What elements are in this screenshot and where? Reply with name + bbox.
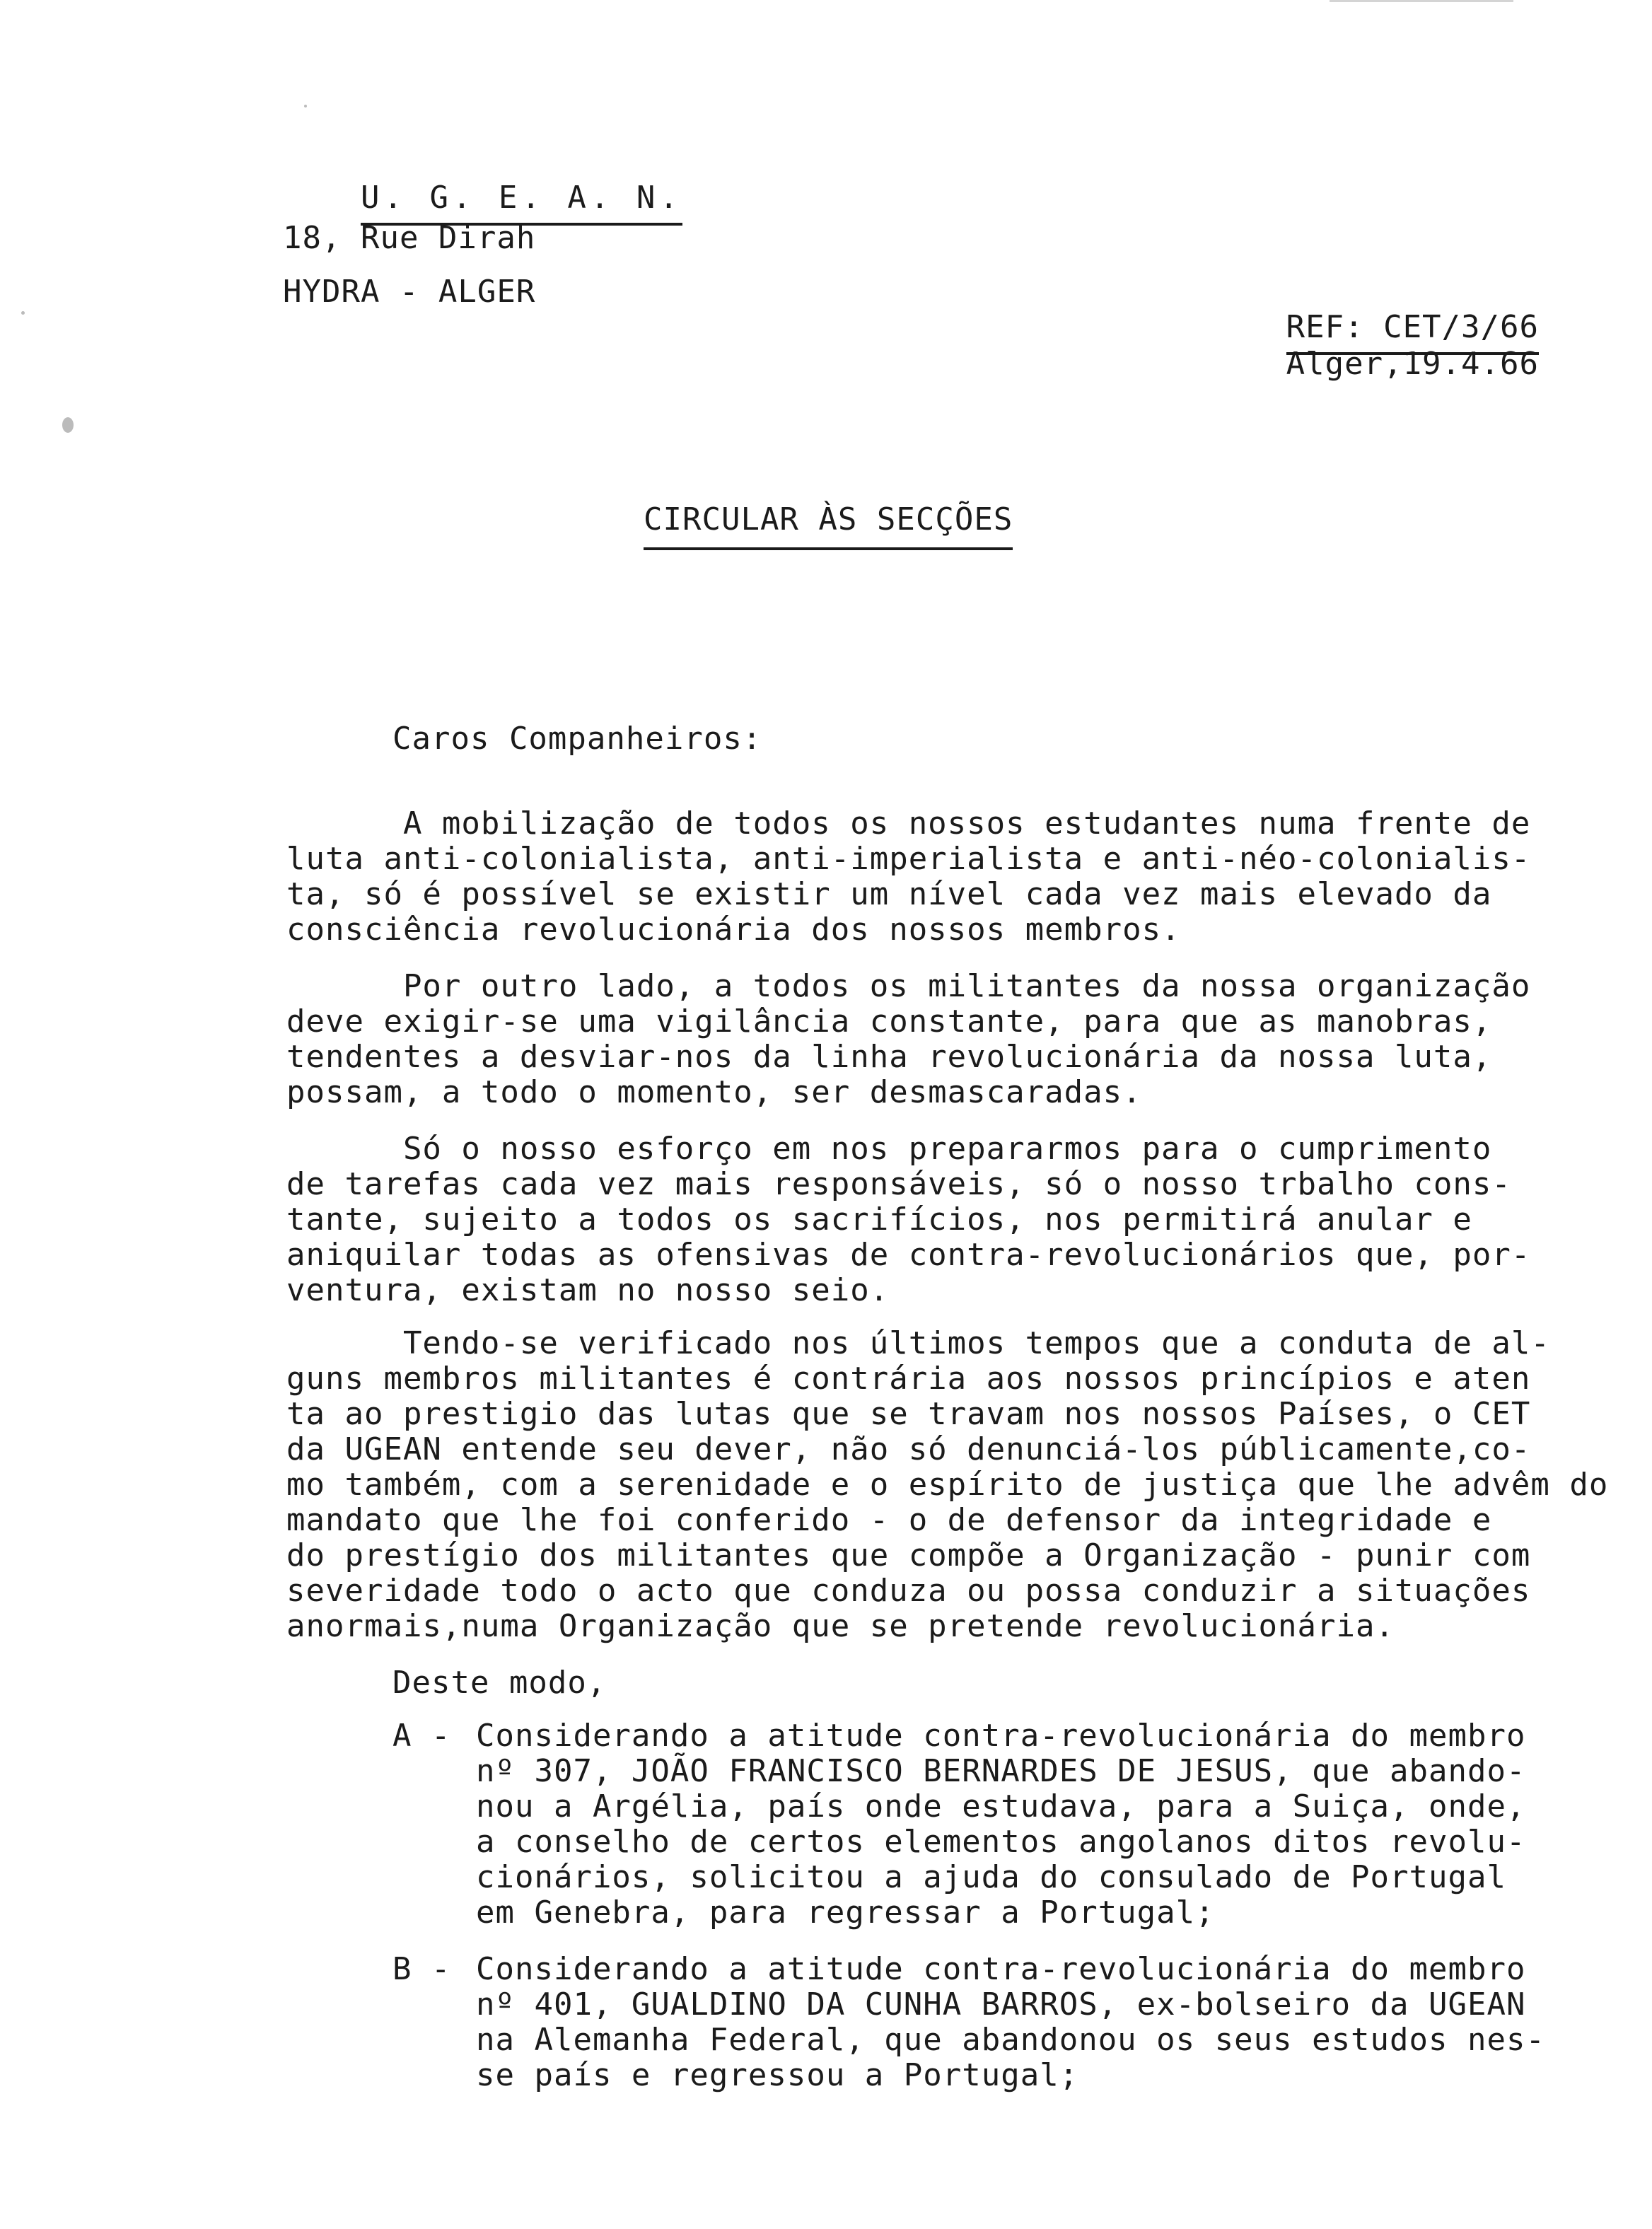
address-line-1: 18, Rue Dirah — [283, 220, 536, 256]
salutation: Caros Companheiros: — [392, 721, 762, 757]
reference-number: REF: CET/3/66 — [1286, 310, 1539, 355]
paragraph: Tendo-se verificado nos últimos tempos que a conduta de al- guns membros militantes é contrária aos nossos princípios e aten ta ao prestigio das lutas que se travam nos nossos Países, o CET da UGEAN entende seu dever, não só denunciá-los públicamente,co- mo também, com a serenidade e o espírito de justiça que lhe advêm do mandato que lhe foi conferido - o de defensor da integridade e do prestígio dos militantes que compõe a Organização - punir com severidade todo o acto que conduza ou possa conduzir a situações anormais,numa Organização que se pretende revolucionária. — [286, 1325, 1609, 1644]
letter-date: Alger,19.4.66 — [1286, 346, 1539, 382]
list-item-marker: A - — [392, 1718, 451, 1754]
address-line-2: HYDRA - ALGER — [283, 274, 536, 310]
paragraph: A mobilização de todos os nossos estudantes numa frente de luta anti-colonialista, anti-imperialista e anti-néo-colonialis- ta, só é possível se existir um nível cada vez mais elevado da consciência revolucionária dos nossos membros. — [286, 805, 1531, 948]
document-title: CIRCULAR ÀS SECÇÕES — [644, 502, 1013, 550]
scan-speck — [21, 311, 25, 315]
list-item: Considerando a atitude contra-revolucionária do membro nº 307, JOÃO FRANCISCO BERNARDES DE JESUS, que abando- nou a Argélia, país onde estudava, para a Suiça, onde, a conselho de certos elementos angolanos ditos revolu- cionários, solicitou a ajuda do consulado de Portugal em Genebra, para regressar a Portugal; — [476, 1718, 1526, 1931]
paragraph: Só o nosso esforço em nos prepararmos para o cumprimento de tarefas cada vez mais responsáveis, só o nosso trbalho cons- tante, sujeito a todos os sacrifícios, nos permitirá anular e aniquilar todas as ofensivas de contra-revolucionários que, por- ventura, existam no nosso seio. — [286, 1131, 1531, 1308]
scan-speck — [62, 417, 74, 433]
list-item-marker: B - — [392, 1951, 451, 1987]
scan-speck — [1330, 0, 1513, 2]
scan-speck — [304, 105, 307, 107]
list-item: Considerando a atitude contra-revolucionária do membro nº 401, GUALDINO DA CUNHA BARROS, ex-bolseiro da UGEAN na Alemanha Federal, que abandonou os seus estudos nes- se país e regressou a Portugal; — [476, 1951, 1545, 2093]
closing-intro: Deste modo, — [392, 1665, 607, 1701]
paragraph: Por outro lado, a todos os militantes da nossa organização deve exigir-se uma vigilância constante, para que as manobras, tendentes a desviar-nos da linha revolucionária da nossa luta, possam, a todo o momento, ser desmascaradas. — [286, 968, 1531, 1110]
organization-name: U. G. E. A. N. — [361, 180, 682, 226]
